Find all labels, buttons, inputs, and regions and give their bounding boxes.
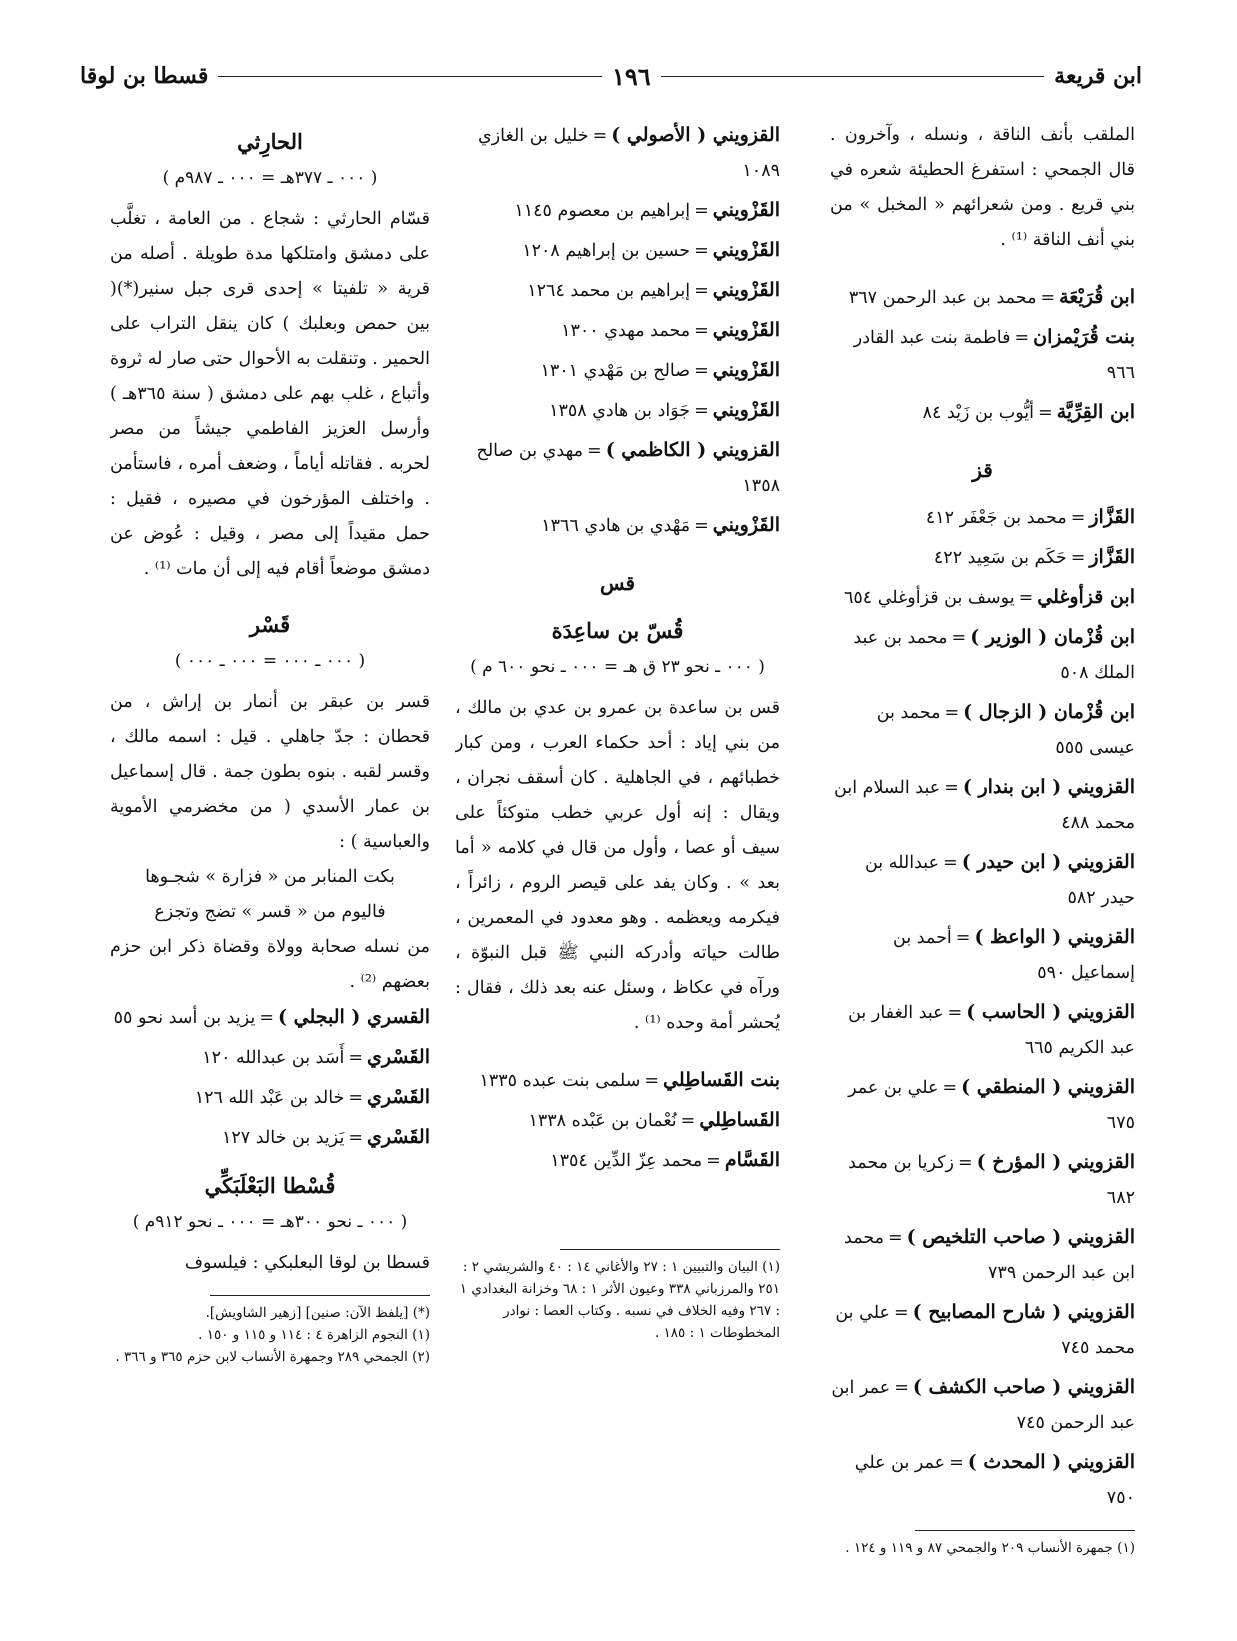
entry-term: القزويني ( المؤرخ )	[976, 1151, 1135, 1173]
entry-reference: محمد ابن عبد الرحمن ٧٣٩	[844, 1228, 1135, 1283]
entry-reference: محمد بن عبد الملك ٥٠٨	[853, 628, 1135, 683]
index-entry	[110, 1000, 430, 1036]
index-entry	[455, 118, 780, 189]
spacer	[455, 1041, 780, 1063]
entry-list	[455, 118, 780, 544]
index-entry	[830, 320, 1135, 391]
index-entry	[455, 1143, 780, 1179]
entry-reference: سلمى بنت عبده ١٣٣٥	[479, 1071, 641, 1091]
entry-reference: عبدالله بن حيدر ٥٨٢	[864, 853, 1135, 908]
entry-title: قَسْر	[249, 612, 291, 637]
header-rule-left	[218, 76, 602, 77]
footnote: (٢) الجمحي ٢٨٩ وجمهرة الأنساب لابن حزم ٣٦٥ و ٣٦٦ .	[115, 1349, 430, 1365]
equals-sign: =	[348, 1048, 364, 1068]
index-entry	[110, 1040, 430, 1076]
index-entry	[455, 313, 780, 349]
verse-line: فاليوم من « قسر » تضج وتجزع	[154, 902, 386, 922]
index-entry	[830, 500, 1135, 536]
footnotes	[110, 1302, 430, 1368]
entry-list	[830, 280, 1135, 431]
entry-reference: علي بن عمر ٦٧٥	[848, 1078, 1135, 1133]
entry-reference: حسين بن إبراهيم ١٢٠٨	[522, 241, 691, 261]
header-left-word: قسطا بن لوقا	[80, 63, 209, 89]
index-entry	[830, 280, 1135, 316]
index-entry	[830, 1370, 1135, 1441]
entry-reference: محمد بن عبد الرحمن ٣٦٧	[848, 288, 1037, 308]
index-entry	[830, 845, 1135, 916]
entry-title: قُسّ بن ساعِدَة	[551, 618, 684, 643]
entry-dates: ( ٠٠٠ ـ ٠٠٠ = ٠٠٠ ـ ٠٠٠ )	[174, 651, 366, 671]
column-middle	[455, 118, 780, 1588]
entry-dates: ( ٠٠٠ ـ نحو ٣٠٠هـ = ٠٠٠ ـ نحو ٩١٢م )	[132, 1212, 408, 1232]
entry-reference: مَهْدي بن هادي ١٣٦٦	[541, 516, 691, 536]
entry-reference: يَزيد بن خالد ١٢٧	[222, 1128, 345, 1148]
index-entry	[830, 920, 1135, 991]
entry-reference: أَسَد بن عبدالله ١٢٠	[202, 1048, 345, 1068]
entry-reference: عبد السلام ابن محمد ٤٨٨	[834, 778, 1135, 833]
page-number: ١٩٦	[611, 61, 651, 91]
footnote: (١) النجوم الزاهرة ٤ : ١١٤ و ١١٥ و ١٥٠ .	[198, 1327, 430, 1343]
index-entry	[830, 770, 1135, 841]
equals-sign: =	[348, 1088, 364, 1108]
entry-term: القَزْويني	[712, 199, 780, 221]
footnote: (١) جمهرة الأنساب ٢٠٩ والجمحي ٨٧ و ١١٩ و ١٢٤ .	[845, 1540, 1135, 1556]
footnotes	[830, 1537, 1135, 1559]
equals-sign: =	[706, 1151, 721, 1171]
entry-term: القسري ( البجلي )	[278, 1006, 430, 1028]
equals-sign: =	[348, 1128, 364, 1148]
index-entry	[830, 395, 1135, 431]
index-entry	[830, 1295, 1135, 1366]
column-right	[830, 118, 1135, 1588]
entry-list	[455, 1063, 780, 1179]
entry-reference: خالد بن عَبْد الله ١٢٦	[194, 1088, 345, 1108]
footnote-rule	[915, 1530, 1135, 1531]
entry-term: القزويني ( الواعظ )	[974, 926, 1135, 948]
entry-reference: يزيد بن أسد نحو ٥٥	[113, 1008, 256, 1028]
entry-term: القزويني ( صاحب التلخيص )	[906, 1226, 1135, 1248]
text-paragraph: قسر بن عبقر بن أنمار بن إراش ، من قحطان : جدّ جاهلي . قيل : اسمه مالك ، وقسر لقبه . بنوه بطون جمة . قال إسماعيل بن عمار الأسدي ( من مخضرمي الأموية والعباسية ) :	[110, 692, 430, 852]
equals-sign: =	[587, 441, 602, 461]
entry-reference: محمد عِزّ الدِّين ١٣٥٤	[550, 1151, 703, 1171]
equals-sign: =	[694, 361, 709, 381]
equals-sign: =	[694, 516, 709, 536]
equals-sign: =	[944, 703, 960, 723]
entry-term: القَسْري	[367, 1126, 430, 1148]
equals-sign: =	[894, 1378, 909, 1398]
entry-term: القزويني ( صاحب الكشف )	[912, 1376, 1135, 1398]
entry-term: القَسْري	[367, 1086, 430, 1108]
entry-dates: ( ٠٠٠ ـ ٣٧٧هـ = ٠٠٠ ـ ٩٨٧م )	[162, 168, 378, 188]
entry-reference: خليل بن الغازي ١٠٨٩	[478, 126, 780, 181]
equals-sign: =	[1040, 288, 1056, 308]
equals-sign: =	[949, 1453, 964, 1473]
entry-term: القَزَّاز	[1089, 546, 1135, 568]
entry-reference: عمر بن علي ٧٥٠	[854, 1453, 1135, 1508]
entry-reference: محمد مهدي ١٣٠٠	[561, 321, 691, 341]
footnote: (*) [يلفظ الآن: صنين] [زهير الشاويش].	[205, 1305, 430, 1321]
index-entry	[830, 1220, 1135, 1291]
equals-sign: =	[951, 628, 967, 648]
entry-term: القزويني ( المنطقي )	[961, 1076, 1135, 1098]
entry-term: القَزْويني	[712, 359, 780, 381]
equals-sign: =	[680, 1111, 696, 1131]
equals-sign: =	[694, 321, 709, 341]
equals-sign: =	[942, 1078, 958, 1098]
index-entry	[830, 540, 1135, 576]
entry-term: ابن قزأوغلي	[1037, 586, 1135, 608]
entry-reference: إبراهيم بن محمد ١٢٦٤	[527, 281, 691, 301]
text-paragraph: الملقب بأنف الناقة ، ونسله ، وآخرون . قال الجمحي : استفرغ الحطيئة شعره في بني قريع . ومن شعرائهم « المخبل » من بني أنف الناقة ⁽¹⁾ .	[830, 125, 1135, 250]
entry-term: القَساطِلي	[699, 1109, 780, 1131]
equals-sign: =	[694, 401, 709, 421]
index-entry	[455, 233, 780, 269]
entry-term: القَزْويني	[712, 514, 780, 536]
entry-term: القَزْويني	[712, 399, 780, 421]
entry-term: القَسَّام	[724, 1149, 780, 1171]
entry-reference: صالح بن مَهْدي ١٣٠١	[540, 361, 691, 381]
verse-line: بكت المنابر من « فزارة » شجـوها	[145, 867, 395, 887]
entry-reference: علي بن محمد ٧٤٥	[835, 1303, 1135, 1358]
index-entry	[830, 620, 1135, 691]
entry-list	[110, 1000, 430, 1156]
entry-term: القزويني ( ابن بندار )	[962, 776, 1135, 798]
equals-sign: =	[1018, 588, 1034, 608]
index-entry	[830, 695, 1135, 766]
equals-sign: =	[943, 853, 958, 873]
equals-sign: =	[259, 1008, 274, 1028]
entry-reference: أيُّوب بن زَيْد ٨٤	[922, 403, 1035, 423]
entry-reference: فاطمة بنت عبد القادر ٩٦٦	[853, 328, 1135, 383]
index-entry	[830, 995, 1135, 1066]
entry-term: القَسْري	[367, 1046, 430, 1068]
equals-sign: =	[955, 928, 971, 948]
entry-dates: ( ٠٠٠ ـ نحو ٢٣ ق هـ = ٠٠٠ ـ نحو ٦٠٠ م )	[470, 657, 765, 677]
entry-term: القزويني ( الحاسب )	[966, 1001, 1135, 1023]
entry-term: القَزْويني	[712, 279, 780, 301]
spacer	[830, 258, 1135, 280]
index-entry	[830, 1145, 1135, 1216]
header-right-word: ابن قريعة	[1054, 63, 1142, 89]
equals-sign: =	[1070, 548, 1086, 568]
section-heading: قز	[972, 458, 993, 482]
entry-term: القَزَّاز	[1089, 506, 1135, 528]
index-entry	[455, 1103, 780, 1139]
footnote: (١) البيان والتبيين ١ : ٢٧ والأغاني ١٤ : ٤٠ والشريشي ٢ : ٢٥١ والمرزباني ٣٣٨ وعيون الأثر ١ : ٦٨ وخزانة البغدادي ١ : ٢٦٧ وفيه الخلاف في نسبه . وكتاب العصا : نوادر المخطوطات ١ : ١٨٥ .	[459, 1259, 780, 1341]
equals-sign: =	[958, 1153, 973, 1173]
entry-term: القزويني ( المحدث )	[967, 1451, 1135, 1473]
entry-title: قُسْطا البَعْلَبَكِّي	[204, 1173, 336, 1198]
index-entry	[455, 433, 780, 504]
running-header	[80, 56, 1142, 96]
equals-sign: =	[1014, 328, 1030, 348]
entry-reference: حَكَم بن سَعِيد ٤٢٢	[933, 548, 1067, 568]
footnotes	[455, 1256, 780, 1344]
index-entry	[455, 353, 780, 389]
index-entry	[455, 193, 780, 229]
equals-sign: =	[888, 1228, 903, 1248]
equals-sign: =	[893, 1303, 909, 1323]
equals-sign: =	[1038, 403, 1053, 423]
equals-sign: =	[592, 126, 608, 146]
entry-term: بنت القَساطِلي	[663, 1069, 780, 1091]
equals-sign: =	[694, 281, 709, 301]
entry-term: ابن قُزْمان ( الزجال )	[963, 701, 1135, 723]
text-paragraph: قس بن ساعدة بن عمرو بن عدي بن مالك ، من بني إياد : أحد حكماء العرب ، ومن كبار خطبائهم ، في الجاهلية . كان أسقف نجران ، ويقال : إنه أول عربي خطب متوكئاً على سيف أو عصا ، وأول من قال في كلامه « أما بعد » . وكان يفد على قيصر الروم ، زائراً ، فيكرمه ويعظمه . وهو معدود في المعمرين ، طالت حياته وأدركه النبي ﷺ قبل النبوّة ، ورآه في عكاظ ، وسئل عنه بعد ذلك ، فقال : يُحشر أمة وحده ⁽¹⁾ .	[455, 698, 780, 1033]
entry-title: الحارِثي	[237, 129, 303, 154]
text-paragraph: قسطا بن لوقا البعلبكي : فيلسوف	[184, 1253, 430, 1273]
entry-list	[830, 500, 1135, 1516]
equals-sign: =	[1070, 508, 1086, 528]
section-heading: قس	[599, 571, 636, 595]
entry-term: القزويني ( الكاظمي )	[605, 439, 780, 461]
entry-reference: عمر ابن عبد الرحمن ٧٤٥	[831, 1378, 1135, 1433]
index-entry	[110, 1080, 430, 1116]
column-left	[110, 118, 430, 1588]
entry-term: القَزْويني	[712, 319, 780, 341]
entry-term: ابن قُزْمان ( الوزير )	[970, 626, 1135, 648]
footnote-rule	[560, 1249, 780, 1250]
header-rule-right	[661, 76, 1045, 77]
footnote-rule	[210, 1295, 430, 1296]
entry-term: ابن القِرِّيَّة	[1056, 401, 1135, 423]
entry-reference: مهدي بن صالح ١٣٥٨	[476, 441, 780, 496]
equals-sign: =	[694, 241, 709, 261]
text-paragraph: قسّام الحارثي : شجاع . من العامة ، تغلَّب على دمشق وامتلكها مدة طويلة . أصله من قرية « تلفيتا » إحدى قرى جبل سنير(*)( بين حمص وبعلبك ) كان ينقل التراب على الحمير . وتنقلت به الأحوال حتى صار له ثروة وأتباع ، غلب بهم على دمشق ( سنة ٣٦٥هـ ) وأرسل العزيز الفاطمي جيشاً من مصر لحربه . فقاتله أياماً ، وضعف أمره ، فاستأمن . واختلف المؤرخون في مصيره ، فقيل : حمل مقيداً إلى مصر ، وقيل : عُوض عن دمشق موضعاً أقام فيه إلى أن مات ⁽¹⁾ .	[110, 209, 430, 579]
entry-term: القزويني ( شارح المصابيح )	[912, 1301, 1135, 1323]
entry-reference: نُعْمان بن عَبْده ١٣٣٨	[528, 1111, 677, 1131]
entry-term: القزويني ( الأصولي )	[611, 124, 780, 146]
index-entry	[830, 1070, 1135, 1141]
index-entry	[455, 1063, 780, 1099]
entry-term: القزويني ( ابن حيدر )	[961, 851, 1135, 873]
index-entry	[455, 273, 780, 309]
index-entry	[830, 580, 1135, 616]
index-entry	[455, 508, 780, 544]
entry-term: القَزْويني	[712, 239, 780, 261]
index-entry	[455, 393, 780, 429]
entry-reference: جَوَاد بن هادي ١٣٥٨	[549, 401, 691, 421]
entry-reference: يوسف بن قزأوغلي ٦٥٤	[843, 588, 1015, 608]
equals-sign: =	[644, 1071, 660, 1091]
equals-sign: =	[944, 778, 959, 798]
entry-reference: محمد بن عيسى ٥٥٥	[876, 703, 1135, 758]
entry-reference: إبراهيم بن معصوم ١١٤٥	[514, 201, 691, 221]
entry-term: ابن قُرَيْعَة	[1059, 286, 1135, 308]
equals-sign: =	[947, 1003, 963, 1023]
entry-reference: زكريا بن محمد ٦٨٢	[848, 1153, 1135, 1208]
entry-reference: أحمد بن إسماعيل ٥٩٠	[893, 928, 1135, 983]
index-entry	[110, 1120, 430, 1156]
entry-reference: محمد بن جَعْفَر ٤١٢	[925, 508, 1067, 528]
entry-reference: عبد الغفار بن عبد الكريم ٦٦٥	[848, 1003, 1135, 1058]
equals-sign: =	[694, 201, 709, 221]
entry-term: بنت قُرَيْمزان	[1033, 326, 1135, 348]
text-paragraph: من نسله صحابة وولاة وقضاة ذكر ابن حزم بعضهم ⁽²⁾ .	[110, 937, 430, 992]
index-entry	[830, 1445, 1135, 1516]
